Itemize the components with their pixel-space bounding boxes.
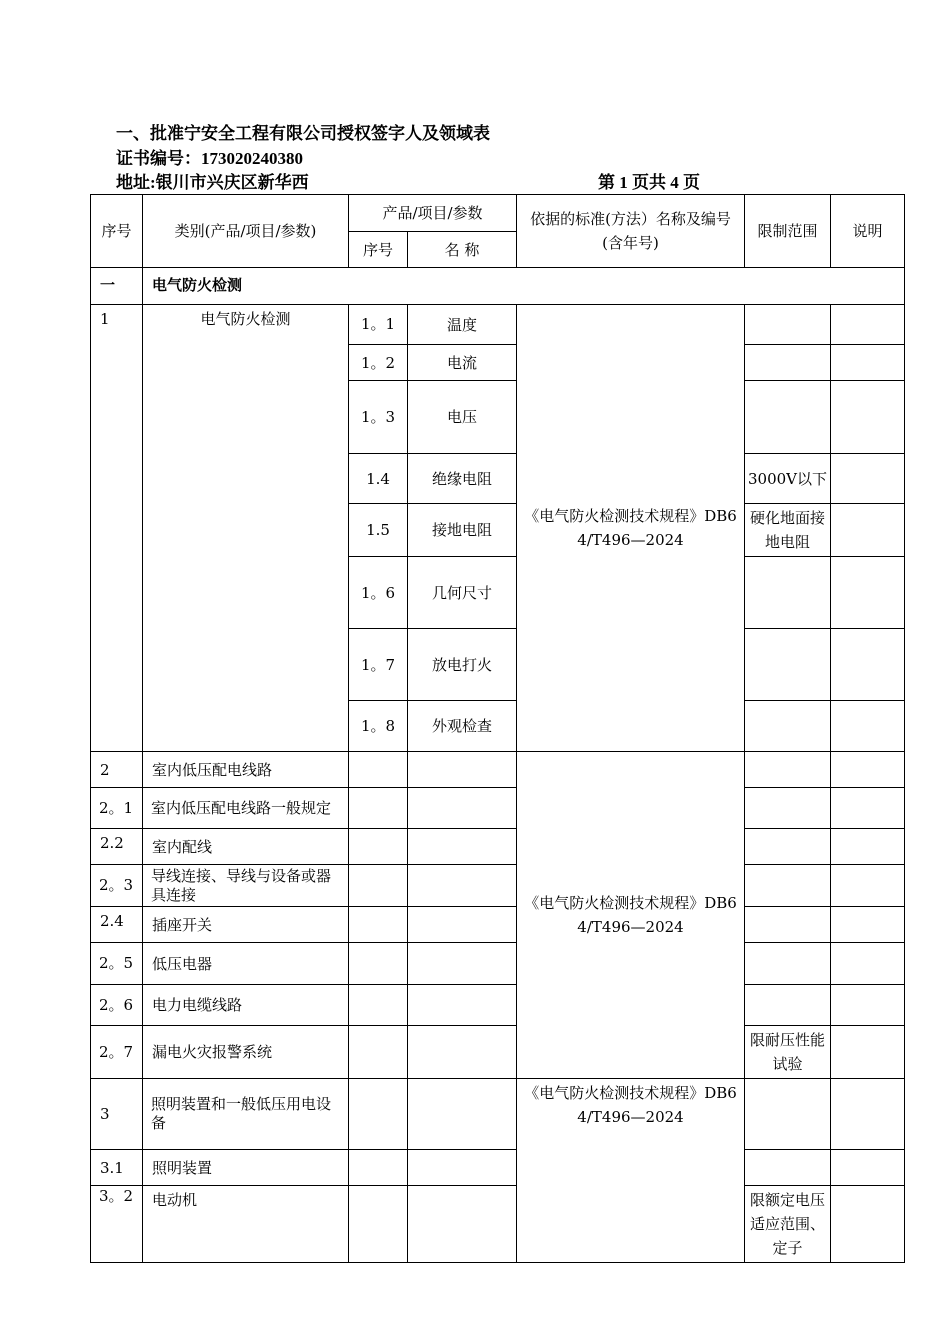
row-seq: 2。1	[91, 788, 143, 829]
row-seq: 2。3	[91, 865, 143, 907]
row-note	[831, 1186, 905, 1263]
item-note	[831, 454, 905, 504]
col-header-seq: 序号	[91, 195, 143, 268]
item-note	[831, 557, 905, 629]
row-note	[831, 788, 905, 829]
item-name: 电压	[408, 381, 517, 454]
item-name: 几何尺寸	[408, 557, 517, 629]
item-seq: 1.4	[349, 454, 408, 504]
row-note	[831, 1079, 905, 1150]
col-header-category: 类别(产品/项目/参数)	[143, 195, 349, 268]
group2-standard: 《电气防火检测技术规程》DB64/T496—2024	[517, 752, 745, 1079]
row-limit	[745, 1079, 831, 1150]
address: 地址:银川市兴庆区新华西	[116, 173, 309, 192]
row-limit: 限额定电压适应范围、定子	[745, 1186, 831, 1263]
row-category: 室内低压配电线路	[143, 752, 349, 788]
item-limit: 硬化地面接地电阻	[745, 504, 831, 557]
row-seq: 3	[91, 1079, 143, 1150]
section-seq: 一	[91, 268, 143, 305]
page-title: 一、批准宁安全工程有限公司授权签字人及领域表	[116, 124, 490, 143]
col-header-note: 说明	[831, 195, 905, 268]
row-note	[831, 1150, 905, 1186]
page-indicator: 第 1 页共 4 页	[598, 173, 700, 192]
group3-standard: 《电气防火检测技术规程》DB64/T496—2024	[517, 1079, 745, 1263]
item-seq: 1。8	[349, 701, 408, 752]
row-category: 照明装置和一般低压用电设备	[143, 1079, 349, 1150]
row-seq: 2	[91, 752, 143, 788]
row-category: 插座开关	[143, 907, 349, 943]
row-seq: 2.2	[91, 829, 143, 865]
row-category: 导线连接、导线与设备或器具连接	[143, 865, 349, 907]
row-limit	[745, 943, 831, 985]
group1-seq: 1	[91, 305, 143, 752]
row-category: 漏电火灾报警系统	[143, 1026, 349, 1079]
item-name: 温度	[408, 305, 517, 345]
item-limit	[745, 701, 831, 752]
row-limit: 限耐压性能试验	[745, 1026, 831, 1079]
row-seq: 2.4	[91, 907, 143, 943]
col-header-standard: 依据的标准(方法）名称及编号(含年号)	[517, 195, 745, 268]
item-note	[831, 504, 905, 557]
item-note	[831, 305, 905, 345]
col-header-sub-seq: 序号	[349, 232, 408, 268]
row-limit	[745, 985, 831, 1026]
item-limit: 3000V以下	[745, 454, 831, 504]
item-seq: 1。1	[349, 305, 408, 345]
item-limit	[745, 629, 831, 701]
row-category: 照明装置	[143, 1150, 349, 1186]
row-limit	[745, 788, 831, 829]
group1-standard: 《电气防火检测技术规程》DB64/T496—2024	[517, 305, 745, 752]
item-limit	[745, 345, 831, 381]
row-seq: 2。6	[91, 985, 143, 1026]
row-limit	[745, 1150, 831, 1186]
col-header-product: 产品/项目/参数	[349, 195, 517, 232]
item-limit	[745, 381, 831, 454]
item-name: 放电打火	[408, 629, 517, 701]
item-seq: 1。3	[349, 381, 408, 454]
item-name: 电流	[408, 345, 517, 381]
item-seq: 1。7	[349, 629, 408, 701]
section-title: 电气防火检测	[143, 268, 905, 305]
row-note	[831, 865, 905, 907]
row-category: 电力电缆线路	[143, 985, 349, 1026]
row-note	[831, 985, 905, 1026]
row-note	[831, 907, 905, 943]
row-limit	[745, 752, 831, 788]
item-note	[831, 381, 905, 454]
item-note	[831, 701, 905, 752]
item-note	[831, 629, 905, 701]
row-seq: 3.1	[91, 1150, 143, 1186]
item-seq: 1.5	[349, 504, 408, 557]
item-name: 接地电阻	[408, 504, 517, 557]
row-limit	[745, 829, 831, 865]
item-seq: 1。6	[349, 557, 408, 629]
authorization-table	[90, 194, 905, 1263]
item-name: 绝缘电阻	[408, 454, 517, 504]
row-category: 室内配线	[143, 829, 349, 865]
item-limit	[745, 557, 831, 629]
item-limit	[745, 305, 831, 345]
row-category: 低压电器	[143, 943, 349, 985]
item-seq: 1。2	[349, 345, 408, 381]
row-seq: 3。2	[91, 1186, 143, 1263]
row-note	[831, 1026, 905, 1079]
row-seq: 2。7	[91, 1026, 143, 1079]
item-name: 外观检查	[408, 701, 517, 752]
row-category: 电动机	[143, 1186, 349, 1263]
row-category: 室内低压配电线路一般规定	[143, 788, 349, 829]
col-header-limit: 限制范围	[745, 195, 831, 268]
row-seq: 2。5	[91, 943, 143, 985]
row-note	[831, 943, 905, 985]
col-header-name: 名 称	[408, 232, 517, 268]
row-limit	[745, 865, 831, 907]
row-note	[831, 829, 905, 865]
row-limit	[745, 907, 831, 943]
item-note	[831, 345, 905, 381]
group1-category: 电气防火检测	[143, 305, 349, 752]
row-note	[831, 752, 905, 788]
certificate-number: 证书编号：173020240380	[116, 149, 303, 168]
